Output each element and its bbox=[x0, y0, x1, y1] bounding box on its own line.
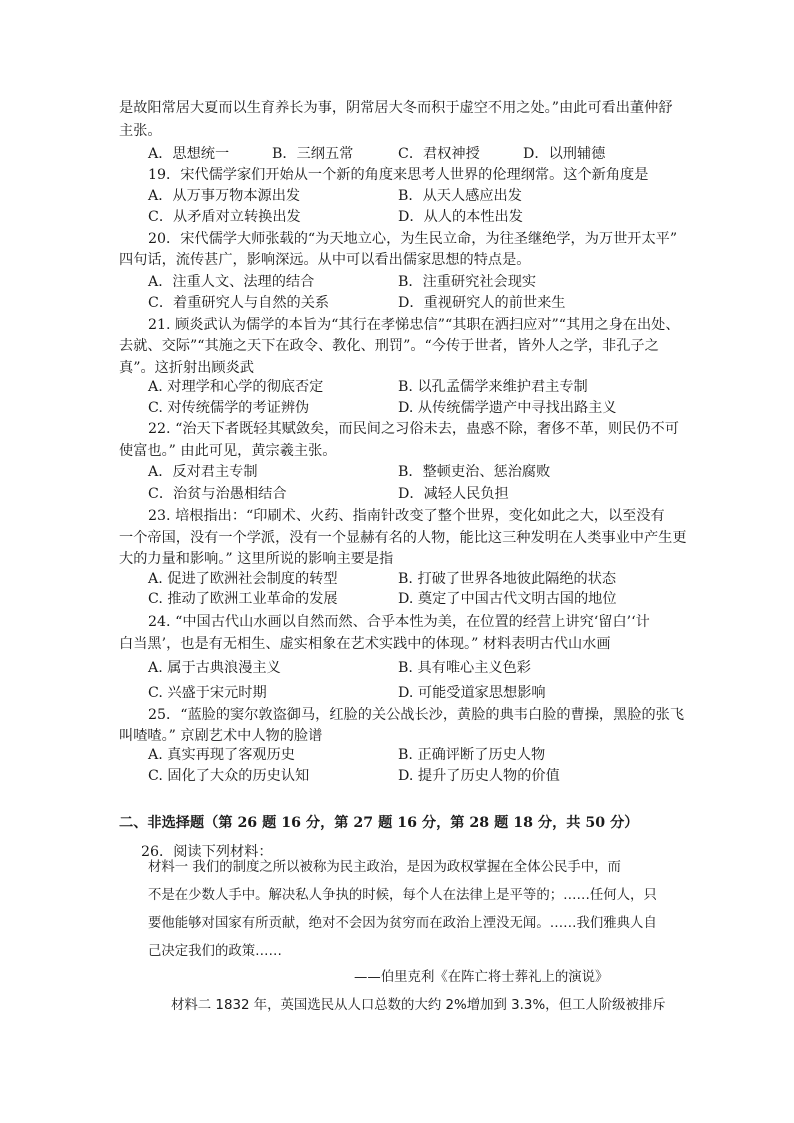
q24-stem-line2: 白当黑’，也是有无相生、虚实相象在艺术实践中的体现。” 材料表明古代山水画 bbox=[119, 636, 611, 652]
q23-stem-line2: 一个帝国，没有一个学派，没有一个显赫有名的人物，能比这三种发明在人类事业中产生更 bbox=[119, 530, 687, 546]
q23-option-b: B. 打破了世界各地彼此隔绝的状态 bbox=[398, 571, 617, 587]
q19-option-a: A．从万事万物本源出发 bbox=[148, 188, 301, 204]
q22-option-d: D．减轻人民负担 bbox=[398, 486, 509, 502]
q20-stem-line1: 20．宋代儒学大师张载的“为天地立心，为生民立命，为往圣继绝学，为万世开太平” bbox=[148, 231, 678, 247]
q18-option-b: B．三纲五常 bbox=[272, 146, 354, 162]
q18-option-a: A．思想统一 bbox=[148, 146, 230, 162]
q24-option-c: C. 兴盛于宋元时期 bbox=[148, 685, 267, 701]
q20-stem-line2: 四句话，流传甚广，影响深远。从中可以看出儒家思想的特点是。 bbox=[119, 252, 531, 268]
q26-material1-line3: 要他能够对国家有所贡献，绝对不会因为贫穷而在政治上湮没无闻。……我们雅典人自 bbox=[148, 916, 657, 931]
q26-material2-line1: 材料二 1832 年，英国选民从人口总数的大约 2%增加到 3.3%，但工人阶级被排斥 bbox=[171, 998, 666, 1013]
q24-option-b: B. 具有唯心主义色彩 bbox=[398, 660, 531, 676]
q25-stem-line2: 叫喳喳。” 京剧艺术中人物的脸谱 bbox=[119, 728, 323, 744]
q23-option-d: D. 奠定了中国古代文明古国的地位 bbox=[398, 591, 617, 607]
q20-option-b: B．注重研究社会现实 bbox=[398, 274, 537, 290]
q26-material1-line1: 材料一 我们的制度之所以被称为民主政治，是因为政权掌握在全体公民手中，而 bbox=[148, 860, 621, 875]
q26-source-citation: ——伯里克利《在阵亡将士葬礼上的演说》 bbox=[354, 970, 609, 985]
q25-option-a: A. 真实再现了客观历史 bbox=[148, 747, 295, 763]
q26-material1-line4: 己决定我们的政策…… bbox=[148, 944, 282, 959]
q22-option-a: A．反对君主专制 bbox=[148, 464, 258, 480]
q21-stem-line3: 真”。这折射出顾炎武 bbox=[119, 360, 254, 376]
q24-option-d: D. 可能受道家思想影响 bbox=[398, 685, 546, 701]
q21-stem-line2: 去就、交际”“其施之天下在政令、教化、刑罚”。“今传于世者，皆外人之学，非孔子之 bbox=[119, 338, 659, 354]
q21-option-d: D. 从传统儒学遗产中寻找出路主义 bbox=[398, 400, 617, 416]
q19-stem: 19．宋代儒学家们开始从一个新的角度来思考人世界的伦理纲常。这个新角度是 bbox=[148, 167, 649, 183]
q23-option-a: A. 促进了欧洲社会制度的转型 bbox=[148, 571, 338, 587]
q22-stem-line1: 22. “治天下者既轻其赋敛矣，而民间之习俗未去，蛊惑不除，奢侈不革，则民仍不可 bbox=[148, 421, 679, 437]
q19-option-b: B．从天人感应出发 bbox=[398, 188, 522, 204]
q21-option-c: C. 对传统儒学的考证辨伪 bbox=[148, 400, 310, 416]
q24-option-a: A. 属于古典浪漫主义 bbox=[148, 660, 281, 676]
q18-option-c: C．君权神授 bbox=[398, 146, 480, 162]
q25-option-d: D. 提升了历史人物的价值 bbox=[398, 768, 560, 784]
q19-option-d: D．从人的本性出发 bbox=[398, 209, 523, 225]
q19-option-c: C．从矛盾对立转换出发 bbox=[148, 209, 301, 225]
q18-stem-line1: 是故阳常居大夏而以生育养长为事，阴常居大冬而积于虚空不用之处。”由此可看出董仲舒 bbox=[119, 100, 673, 116]
q18-option-d: D．以刑辅德 bbox=[523, 146, 606, 162]
q21-option-a: A. 对理学和心学的彻底否定 bbox=[148, 379, 324, 395]
q18-stem-line2: 主张。 bbox=[119, 123, 162, 139]
q23-stem-line3: 大的力量和影响。” 这里所说的影响主要是指 bbox=[119, 551, 394, 567]
q25-option-c: C. 固化了大众的历史认知 bbox=[148, 768, 310, 784]
q21-option-b: B. 以孔孟儒学来维护君主专制 bbox=[398, 379, 588, 395]
q23-option-c: C. 推动了欧洲工业革命的发展 bbox=[148, 591, 338, 607]
q24-stem-line1: 24. “中国古代山水画以自然而然、合乎本性为美，在位置的经营上讲究‘留白’‘计 bbox=[148, 614, 650, 630]
q26-material1-line2: 不是在少数人手中。解决私人争执的时候，每个人在法律上是平等的；……任何人，只 bbox=[148, 888, 657, 903]
q21-stem-line1: 21. 顾炎武认为儒学的本旨为“其行在孝悌忠信”“其职在洒扫应对”“其用之身在出处、 bbox=[148, 317, 680, 333]
q25-option-b: B. 正确评断了历史人物 bbox=[398, 747, 546, 763]
q22-option-b: B．整顿吏治、惩治腐败 bbox=[398, 464, 551, 480]
section2-heading: 二、非选择题（第 26 题 16 分，第 27 题 16 分，第 28 题 18 分，共 50 分） bbox=[119, 815, 639, 831]
q26-stem: 26．阅读下列材料： bbox=[141, 844, 273, 860]
q22-stem-line2: 使富也。” 由此可见，黄宗羲主张。 bbox=[119, 443, 337, 459]
q23-stem-line1: 23. 培根指出：“印刷术、火药、指南针改变了整个世界，变化如此之大，以至没有 bbox=[148, 508, 665, 524]
q25-stem-line1: 25．“蓝脸的窦尔敦盗御马，红脸的关公战长沙，黄脸的典韦白脸的曹操，黑脸的张飞 bbox=[148, 707, 685, 723]
q20-option-a: A．注重人文、法理的结合 bbox=[148, 274, 315, 290]
q22-option-c: C．治贫与治愚相结合 bbox=[148, 486, 287, 502]
q20-option-c: C．着重研究人与自然的关系 bbox=[148, 295, 330, 311]
q20-option-d: D．重视研究人的前世来生 bbox=[398, 295, 566, 311]
